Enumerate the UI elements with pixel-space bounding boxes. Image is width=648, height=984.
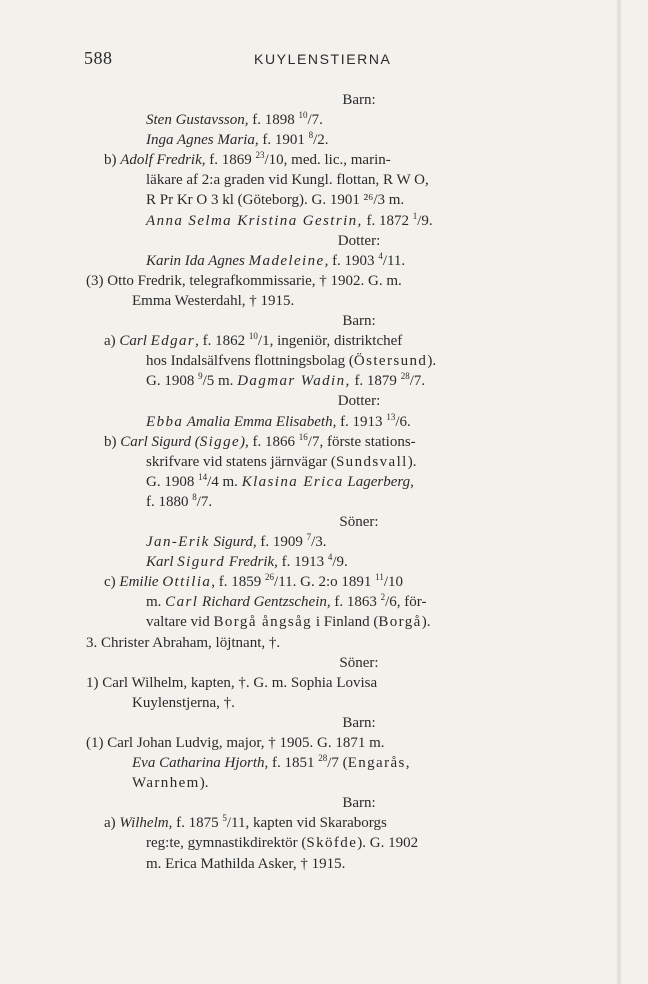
text-line: läkare af 2:a graden vid Kungl. flottan, R W O, [146, 172, 429, 189]
text-line: Dotter: [337, 232, 381, 249]
text-line: 3. Christer Abraham, löjtnant, †. [86, 634, 281, 651]
text-line: b) Carl Sigurd (Sigge), f. 1866 $^{16}$/7, förste stations- [104, 431, 416, 450]
genealogy-text [86, 90, 590, 874]
text-line: G. 1908 $^9$/5 m. Dagmar Wadin, f. 1879 $^{28}$/7. [146, 371, 426, 390]
text-line: Barn: [342, 714, 376, 731]
text-line: m. Carl Richard Gentzschein, f. 1863 $^2$/6, för- [146, 592, 427, 611]
page-number: 588 [84, 48, 113, 68]
text-line: a) Wilhelm, f. 1875 $^5$/11, kapten vid Skaraborgs [104, 813, 387, 832]
page-binding-shadow [616, 0, 622, 984]
text-line: reg:te, gymnastikdirektör (Sköfde). G. 1902 [146, 835, 419, 852]
text-line: Warnhem). [132, 775, 209, 792]
text-line: Karl Sigurd Fredrik, f. 1913 $^4$/9. [146, 552, 348, 571]
text-line: 1) Carl Wilhelm, kapten, †. G. m. Sophia Lovisa [86, 674, 378, 691]
text-line: Emma Westerdahl, † 1915. [132, 292, 295, 309]
text-line: R Pr Kr O 3 kl (Göteborg). G. 1901 ²⁶/3 m. [146, 192, 405, 209]
text-line: Barn: [342, 92, 376, 108]
running-header [84, 48, 594, 72]
text-line: hos Indalsälfvens flottningsbolag (Östersund). [146, 353, 437, 370]
text-line: m. Erica Mathilda Asker, † 1915. [146, 855, 346, 872]
text-line: Sten Gustavsson, f. 1898 $^{10}$/7. [146, 110, 323, 129]
text-line: Inga Agnes Maria, f. 1901 $^8$/2. [146, 130, 329, 149]
text-line: Barn: [342, 313, 376, 330]
text-line: Eva Catharina Hjorth, f. 1851 $^{28}$/7 (Engarås, [132, 753, 411, 772]
text-line: Kuylenstjerna, †. [132, 694, 235, 711]
text-line: valtare vid Borgå ångsåg i Finland (Borgå). [146, 614, 431, 631]
text-line: (1) Carl Johan Ludvig, major, † 1905. G. 1871 m. [86, 735, 385, 751]
text-line: Dotter: [337, 393, 381, 410]
text-line: Anna Selma Kristina Gestrin, f. 1872 $^1$/9. [146, 210, 433, 229]
text-line: G. 1908 $^{14}$/4 m. Klasina Erica Lagerberg, [146, 471, 414, 490]
text-line: b) Adolf Fredrik, f. 1869 $^{23}$/10, med. lic., marin- [104, 150, 391, 169]
text-line: Karin Ida Agnes Madeleine, f. 1903 $^4$/11. [146, 250, 406, 269]
text-line: Ebba Amalia Emma Elisabeth, f. 1913 $^{13}$/6. [146, 411, 411, 430]
text-line: f. 1880 $^8$/7. [146, 491, 213, 510]
text-line: Barn: [342, 795, 376, 812]
text-line: skrifvare vid statens järnvägar (Sundsvall). [146, 453, 417, 470]
text-line: Söner: [339, 654, 379, 671]
text-line: Jan-Erik Sigurd, f. 1909 $^7$/3. [146, 532, 327, 551]
text-line: c) Emilie Ottilia, f. 1859 $^{26}$/11. G. 2:o 1891 $^{11}$/10 [104, 572, 404, 591]
running-title: KUYLENSTIERNA [254, 51, 392, 67]
text-line: Söner: [339, 513, 379, 530]
text-line: (3) Otto Fredrik, telegrafkommissarie, † 1902. G. m. [86, 272, 402, 289]
text-line: a) Carl Edgar, f. 1862 $^{10}$/1, ingeniör, distriktchef [104, 331, 403, 350]
